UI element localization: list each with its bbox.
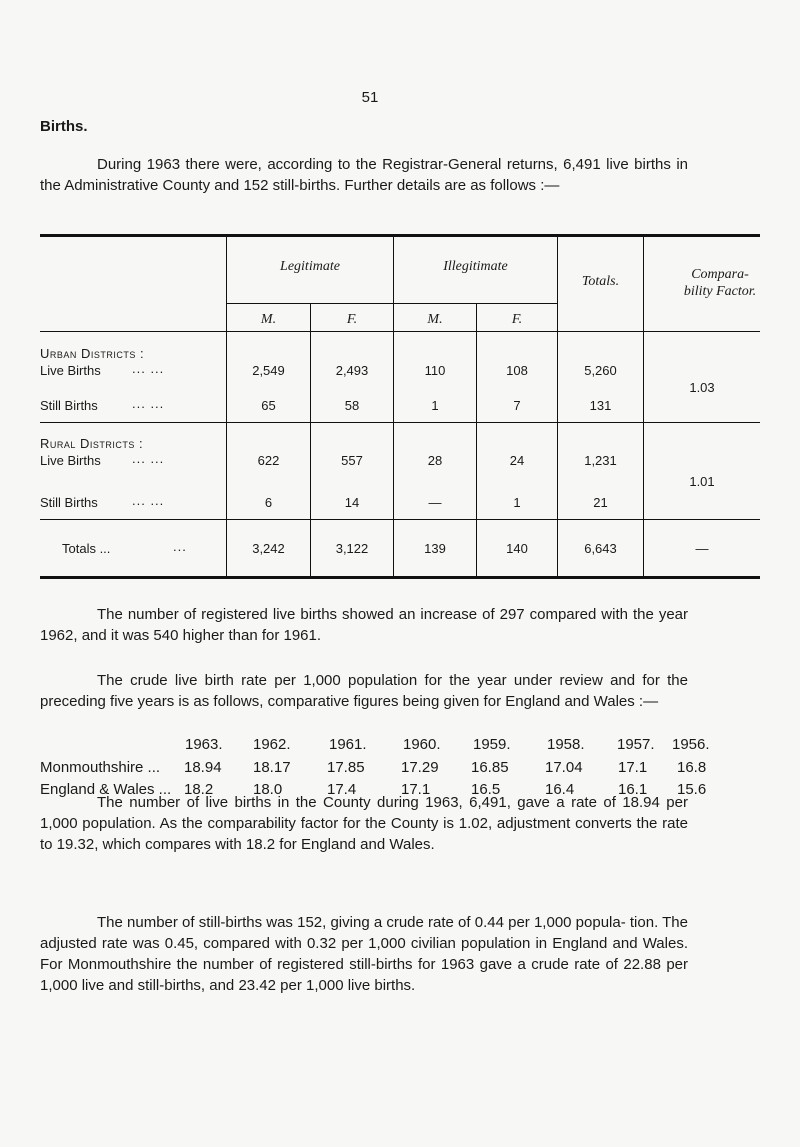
- totals-factor: —: [695, 541, 709, 556]
- urban-live-legit-f: 2,493: [335, 363, 369, 378]
- rate-value: 16.85: [471, 759, 509, 776]
- rural-still-total: 21: [593, 495, 608, 510]
- rural-still-legit-m: 6: [264, 495, 273, 510]
- rate-value: 18.0: [253, 781, 283, 798]
- urban-live-legit-m: 2,549: [252, 363, 285, 378]
- header-legitimate: Legitimate: [280, 259, 340, 274]
- rate-value: 16.5: [471, 781, 501, 798]
- totals-legit-f: 3,122: [335, 541, 369, 556]
- rates-header-row: [40, 736, 710, 757]
- rate-value: 15.6: [677, 781, 707, 798]
- urban-live-label: Live Births: [40, 363, 101, 378]
- rate-value: 18.17: [253, 759, 291, 776]
- totals-legit-m: 3,242: [252, 541, 285, 556]
- year-1956: 1956.: [672, 736, 710, 753]
- year-1961: 1961.: [329, 736, 367, 753]
- urban-title: Urban Districts :: [40, 346, 145, 361]
- rural-live-legit-f: 557: [341, 453, 363, 468]
- rate-value: 17.85: [327, 759, 365, 776]
- rate-value: 17.1: [618, 759, 648, 776]
- urban-still-total: 131: [589, 398, 612, 413]
- paragraph-still-births: The number of still-births was 152, giving a crude rate of 0.44 per 1,000 popula- tion. The adjusted rate was 0.45, compared with 0.32 per 1,000 civilian population in England and Wales. For Monmouthshire the number of registered still-births for 1963 gave a crude rate of 22.88 per 1,000 live and still-births, and 23.42 per 1,000 live births.: [40, 914, 688, 994]
- totals-total: 6,643: [584, 541, 617, 556]
- header-illegitimate: Illegitimate: [443, 259, 508, 274]
- rural-still-illegit-f: 1: [513, 495, 521, 510]
- year-1960: 1960.: [403, 736, 441, 753]
- header-legit-f: F.: [346, 312, 358, 327]
- totals-label: Totals ...: [62, 541, 111, 556]
- rural-live-illegit-f: 24: [509, 453, 525, 468]
- rural-live-total: 1,231: [584, 453, 617, 468]
- rate-value: 16.8: [677, 759, 707, 776]
- totals-illegit-m: 139: [424, 541, 446, 556]
- paragraph-increase: The number of registered live births showed an increase of 297 compared with the year 1962, and it was 540 higher than for 1961.: [40, 606, 688, 644]
- totals-illegit-f: 140: [506, 541, 528, 556]
- rural-factor: 1.01: [689, 474, 715, 489]
- rate-value: 17.4: [327, 781, 357, 798]
- year-1959: 1959.: [473, 736, 511, 753]
- rate-value: 16.4: [545, 781, 575, 798]
- paragraph-county-rate: The number of live births in the County during 1963, 6,491, gave a rate of 18.94 per 1,000 population. As the comparability factor for the County is 1.02, adjustment converts the rate to 19.32, which compares with 18.2 for England and Wales.: [40, 794, 688, 853]
- urban-still-illegit-m: 1: [431, 398, 439, 413]
- urban-live-illegit-f: 108: [506, 363, 528, 378]
- rate-value: 17.04: [545, 759, 583, 776]
- rates-row-label: Monmouthshire ...: [40, 759, 161, 776]
- urban-still-label: Still Births: [40, 398, 98, 413]
- leader-dots: ...: [173, 539, 187, 554]
- header-illegit-m: M.: [427, 312, 443, 327]
- leader-dots: ... ...: [132, 451, 165, 466]
- rate-value: 16.1: [618, 781, 648, 798]
- rate-value: 17.1: [401, 781, 431, 798]
- year-1958: 1958.: [547, 736, 585, 753]
- year-1962: 1962.: [253, 736, 291, 753]
- rural-still-illegit-m: —: [428, 495, 442, 510]
- urban-still-illegit-f: 7: [513, 398, 521, 413]
- rate-value: 17.29: [401, 759, 439, 776]
- rates-row-label: England & Wales ...: [40, 781, 172, 798]
- header-illegit-f: F.: [511, 312, 523, 327]
- rural-live-label: Live Births: [40, 453, 101, 468]
- header-comparability: Compara- bility Factor.: [683, 267, 757, 299]
- header-totals: Totals.: [581, 274, 620, 289]
- paragraph-crude-rate: The crude live birth rate per 1,000 population for the year under review and for the preceding five years is as follows, comparative figures being given for England and Wales :—: [40, 672, 688, 710]
- rate-value: 18.2: [184, 781, 214, 798]
- header-legit-m: M.: [260, 312, 277, 327]
- rural-live-illegit-m: 28: [427, 453, 443, 468]
- urban-live-total: 5,260: [584, 363, 617, 378]
- rural-still-label: Still Births: [40, 495, 98, 510]
- leader-dots: ... ...: [132, 493, 165, 508]
- urban-factor: 1.03: [689, 380, 715, 395]
- year-1963: 1963.: [185, 736, 223, 753]
- rates-row-monmouthshire: [40, 759, 710, 780]
- urban-still-legit-f: 58: [344, 398, 360, 413]
- year-1957: 1957.: [617, 736, 655, 753]
- rural-still-legit-f: 14: [344, 495, 360, 510]
- births-table: [40, 234, 760, 579]
- leader-dots: ... ...: [132, 396, 165, 411]
- rate-value: 18.94: [184, 759, 222, 776]
- page-number: 51: [361, 89, 379, 106]
- intro-paragraph: During 1963 there were, according to the Registrar-General returns, 6,491 live births in the Administrative County and 152 still-births. Further details are as follows :—: [40, 156, 688, 194]
- leader-dots: ... ...: [132, 361, 165, 376]
- section-heading: Births.: [40, 118, 88, 135]
- rural-live-legit-m: 622: [257, 453, 280, 468]
- rural-title: Rural Districts :: [40, 436, 144, 451]
- urban-still-legit-m: 65: [261, 398, 276, 413]
- urban-live-illegit-m: 110: [424, 363, 446, 378]
